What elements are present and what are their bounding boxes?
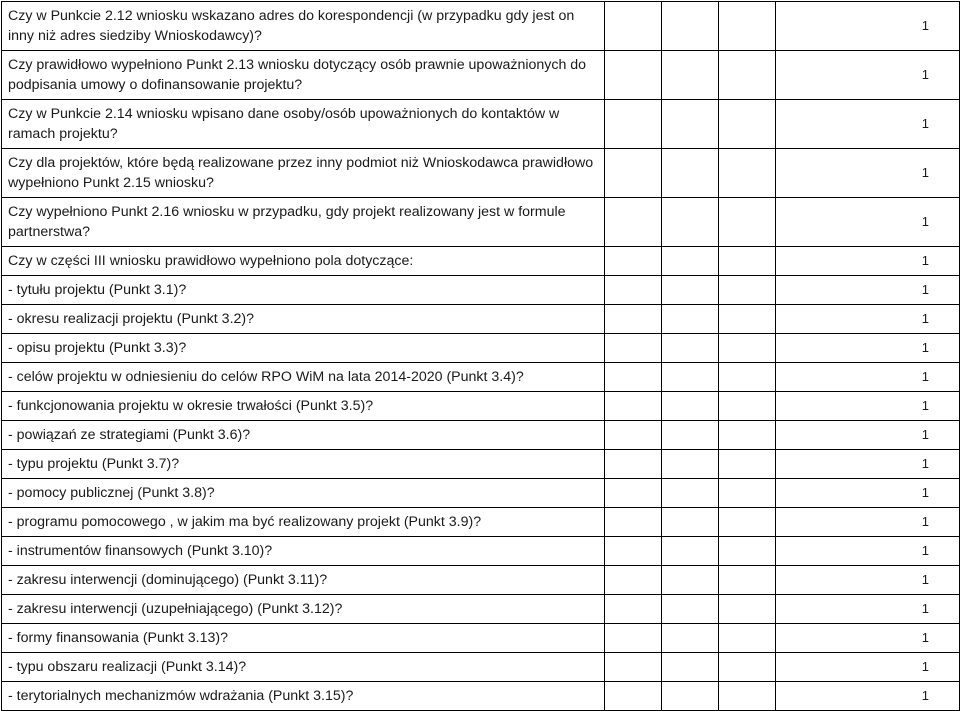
answer-checkbox-cell[interactable] bbox=[662, 537, 719, 566]
answer-checkbox-cell[interactable] bbox=[719, 421, 776, 450]
answer-checkbox-cell[interactable] bbox=[719, 479, 776, 508]
score-cell: 1 bbox=[776, 363, 960, 392]
score-cell: 1 bbox=[776, 334, 960, 363]
checklist-table bbox=[1, 1, 960, 711]
question-cell: - typu projektu (Punkt 3.7)? bbox=[2, 450, 605, 479]
table-row bbox=[2, 392, 960, 421]
score-cell: 1 bbox=[776, 100, 960, 149]
answer-checkbox-cell[interactable] bbox=[662, 100, 719, 149]
score-cell: 1 bbox=[776, 247, 960, 276]
question-cell: - funkcjonowania projektu w okresie trwałości (Punkt 3.5)? bbox=[2, 392, 605, 421]
answer-checkbox-cell[interactable] bbox=[662, 624, 719, 653]
table-row bbox=[2, 450, 960, 479]
question-cell: - programu pomocowego , w jakim ma być realizowany projekt (Punkt 3.9)? bbox=[2, 508, 605, 537]
answer-checkbox-cell[interactable] bbox=[719, 624, 776, 653]
answer-checkbox-cell[interactable] bbox=[719, 450, 776, 479]
table-row bbox=[2, 334, 960, 363]
answer-checkbox-cell[interactable] bbox=[605, 450, 662, 479]
score-cell: 1 bbox=[776, 450, 960, 479]
answer-checkbox-cell[interactable] bbox=[605, 682, 662, 711]
checklist-body bbox=[2, 2, 960, 711]
question-cell: Czy w części III wniosku prawidłowo wypełniono pola dotyczące: bbox=[2, 247, 605, 276]
question-cell: Czy wypełniono Punkt 2.16 wniosku w przypadku, gdy projekt realizowany jest w formule partnerstwa? bbox=[2, 198, 605, 247]
answer-checkbox-cell[interactable] bbox=[662, 566, 719, 595]
answer-checkbox-cell[interactable] bbox=[662, 247, 719, 276]
score-cell: 1 bbox=[776, 276, 960, 305]
answer-checkbox-cell[interactable] bbox=[719, 51, 776, 100]
answer-checkbox-cell[interactable] bbox=[719, 2, 776, 51]
table-row bbox=[2, 508, 960, 537]
table-row bbox=[2, 198, 960, 247]
answer-checkbox-cell[interactable] bbox=[605, 51, 662, 100]
answer-checkbox-cell[interactable] bbox=[605, 247, 662, 276]
table-row bbox=[2, 624, 960, 653]
table-row bbox=[2, 682, 960, 711]
answer-checkbox-cell[interactable] bbox=[605, 566, 662, 595]
score-cell: 1 bbox=[776, 149, 960, 198]
answer-checkbox-cell[interactable] bbox=[662, 149, 719, 198]
answer-checkbox-cell[interactable] bbox=[719, 247, 776, 276]
answer-checkbox-cell[interactable] bbox=[605, 537, 662, 566]
answer-checkbox-cell[interactable] bbox=[719, 363, 776, 392]
answer-checkbox-cell[interactable] bbox=[719, 149, 776, 198]
question-cell: Czy w Punkcie 2.14 wniosku wpisano dane osoby/osób upoważnionych do kontaktów w ramach projektu? bbox=[2, 100, 605, 149]
score-cell: 1 bbox=[776, 508, 960, 537]
question-cell: - opisu projektu (Punkt 3.3)? bbox=[2, 334, 605, 363]
score-cell: 1 bbox=[776, 392, 960, 421]
score-cell: 1 bbox=[776, 479, 960, 508]
score-cell: 1 bbox=[776, 653, 960, 682]
answer-checkbox-cell[interactable] bbox=[662, 479, 719, 508]
answer-checkbox-cell[interactable] bbox=[605, 305, 662, 334]
answer-checkbox-cell[interactable] bbox=[605, 276, 662, 305]
answer-checkbox-cell[interactable] bbox=[662, 334, 719, 363]
answer-checkbox-cell[interactable] bbox=[662, 392, 719, 421]
answer-checkbox-cell[interactable] bbox=[605, 653, 662, 682]
answer-checkbox-cell[interactable] bbox=[719, 276, 776, 305]
answer-checkbox-cell[interactable] bbox=[662, 653, 719, 682]
answer-checkbox-cell[interactable] bbox=[662, 305, 719, 334]
answer-checkbox-cell[interactable] bbox=[719, 305, 776, 334]
answer-checkbox-cell[interactable] bbox=[662, 276, 719, 305]
answer-checkbox-cell[interactable] bbox=[662, 450, 719, 479]
answer-checkbox-cell[interactable] bbox=[605, 392, 662, 421]
question-cell: - pomocy publicznej (Punkt 3.8)? bbox=[2, 479, 605, 508]
answer-checkbox-cell[interactable] bbox=[605, 363, 662, 392]
answer-checkbox-cell[interactable] bbox=[605, 624, 662, 653]
answer-checkbox-cell[interactable] bbox=[719, 595, 776, 624]
score-cell: 1 bbox=[776, 51, 960, 100]
question-cell: Czy dla projektów, które będą realizowane przez inny podmiot niż Wnioskodawca prawidłowo wypełniono Punkt 2.15 wniosku? bbox=[2, 149, 605, 198]
table-row bbox=[2, 149, 960, 198]
table-row bbox=[2, 537, 960, 566]
answer-checkbox-cell[interactable] bbox=[719, 653, 776, 682]
score-cell: 1 bbox=[776, 305, 960, 334]
table-row bbox=[2, 421, 960, 450]
answer-checkbox-cell[interactable] bbox=[662, 595, 719, 624]
answer-checkbox-cell[interactable] bbox=[719, 334, 776, 363]
table-row bbox=[2, 566, 960, 595]
answer-checkbox-cell[interactable] bbox=[719, 537, 776, 566]
table-row bbox=[2, 363, 960, 392]
answer-checkbox-cell[interactable] bbox=[605, 149, 662, 198]
table-row bbox=[2, 479, 960, 508]
question-cell: - okresu realizacji projektu (Punkt 3.2)? bbox=[2, 305, 605, 334]
table-row bbox=[2, 247, 960, 276]
answer-checkbox-cell[interactable] bbox=[719, 508, 776, 537]
table-row bbox=[2, 51, 960, 100]
score-cell: 1 bbox=[776, 595, 960, 624]
question-cell: Czy prawidłowo wypełniono Punkt 2.13 wniosku dotyczący osób prawnie upoważnionych do podpisania umowy o dofinansowanie projektu? bbox=[2, 51, 605, 100]
answer-checkbox-cell[interactable] bbox=[605, 2, 662, 51]
answer-checkbox-cell[interactable] bbox=[719, 392, 776, 421]
question-cell: - terytorialnych mechanizmów wdrażania (Punkt 3.15)? bbox=[2, 682, 605, 711]
table-row bbox=[2, 276, 960, 305]
answer-checkbox-cell[interactable] bbox=[662, 51, 719, 100]
table-row bbox=[2, 2, 960, 51]
question-cell: - celów projektu w odniesieniu do celów RPO WiM na lata 2014-2020 (Punkt 3.4)? bbox=[2, 363, 605, 392]
score-cell: 1 bbox=[776, 566, 960, 595]
score-cell: 1 bbox=[776, 198, 960, 247]
question-cell: - zakresu interwencji (dominującego) (Punkt 3.11)? bbox=[2, 566, 605, 595]
question-cell: - instrumentów finansowych (Punkt 3.10)? bbox=[2, 537, 605, 566]
answer-checkbox-cell[interactable] bbox=[719, 100, 776, 149]
score-cell: 1 bbox=[776, 421, 960, 450]
score-cell: 1 bbox=[776, 682, 960, 711]
question-cell: - formy finansowania (Punkt 3.13)? bbox=[2, 624, 605, 653]
answer-checkbox-cell[interactable] bbox=[662, 682, 719, 711]
answer-checkbox-cell[interactable] bbox=[605, 595, 662, 624]
question-cell: - zakresu interwencji (uzupełniającego) (Punkt 3.12)? bbox=[2, 595, 605, 624]
answer-checkbox-cell[interactable] bbox=[605, 421, 662, 450]
score-cell: 1 bbox=[776, 537, 960, 566]
answer-checkbox-cell[interactable] bbox=[719, 682, 776, 711]
question-cell: - powiązań ze strategiami (Punkt 3.6)? bbox=[2, 421, 605, 450]
table-row bbox=[2, 653, 960, 682]
table-row bbox=[2, 305, 960, 334]
question-cell: Czy w Punkcie 2.12 wniosku wskazano adres do korespondencji (w przypadku gdy jest on inny niż adres siedziby Wnioskodawcy)? bbox=[2, 2, 605, 51]
table-row bbox=[2, 595, 960, 624]
score-cell: 1 bbox=[776, 2, 960, 51]
answer-checkbox-cell[interactable] bbox=[605, 508, 662, 537]
answer-checkbox-cell[interactable] bbox=[662, 421, 719, 450]
answer-checkbox-cell[interactable] bbox=[719, 198, 776, 247]
score-cell: 1 bbox=[776, 624, 960, 653]
answer-checkbox-cell[interactable] bbox=[662, 508, 719, 537]
question-cell: - tytułu projektu (Punkt 3.1)? bbox=[2, 276, 605, 305]
answer-checkbox-cell[interactable] bbox=[662, 198, 719, 247]
answer-checkbox-cell[interactable] bbox=[605, 100, 662, 149]
answer-checkbox-cell[interactable] bbox=[662, 363, 719, 392]
answer-checkbox-cell[interactable] bbox=[719, 566, 776, 595]
answer-checkbox-cell[interactable] bbox=[662, 2, 719, 51]
answer-checkbox-cell[interactable] bbox=[605, 479, 662, 508]
answer-checkbox-cell[interactable] bbox=[605, 334, 662, 363]
table-row bbox=[2, 100, 960, 149]
question-cell: - typu obszaru realizacji (Punkt 3.14)? bbox=[2, 653, 605, 682]
answer-checkbox-cell[interactable] bbox=[605, 198, 662, 247]
